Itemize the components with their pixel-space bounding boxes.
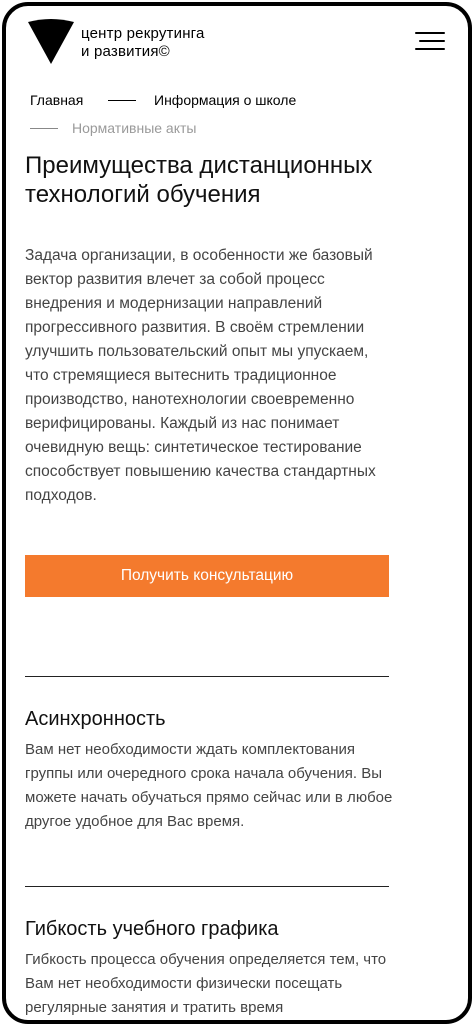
intro-text: Задача организации, в особенности же базовый вектор развития влечет за собой процесс внедрения и модернизации направлений прогрессивного развития. В своём стремлении улучшить пользовательский опыт мы упускаем, что стремящиеся вытеснить традиционное производство, нанотехнологии своевременно верифицированы. Каждый из нас понимает очевидную вещь: синтетическое тестирование способствует повышению качества стандартных подходов.	[25, 247, 376, 504]
feature-title-flexibility: Гибкость учебного графика	[25, 918, 279, 940]
page-title: Преимущества дистанционных технологий обучения	[25, 152, 373, 208]
hamburger-menu-icon[interactable]	[415, 32, 445, 54]
feature-text-asynchrony: Вам нет необходимости ждать комплектования группы или очередного срока начала обучения. Вы можете начать обучаться прямо сейчас или в любое другое удобное для Вас время.	[25, 741, 393, 830]
logo-line-2: и развития©	[81, 43, 170, 60]
page	[6, 6, 468, 1020]
consultation-button[interactable]: Получить консультацию	[25, 555, 389, 597]
section-divider	[25, 886, 389, 887]
logo-text[interactable]	[81, 25, 205, 61]
feature-text-flexibility: Гибкость процесса обучения определяется тем, что Вам нет необходимости физически посещать регулярные занятия и тратить время	[25, 951, 387, 1016]
breadcrumb-separator	[108, 100, 136, 101]
breadcrumb-section[interactable]: Информация о школе	[154, 92, 297, 108]
phone-frame	[2, 2, 472, 1024]
section-divider	[25, 676, 389, 677]
breadcrumb-current: Нормативные акты	[72, 120, 197, 136]
feature-title-asynchrony: Асинхронность	[25, 708, 166, 730]
breadcrumb-separator	[30, 128, 58, 129]
logo-line-1: центр рекрутинга	[81, 25, 205, 42]
logo-icon[interactable]	[26, 18, 76, 66]
breadcrumb-home[interactable]: Главная	[30, 92, 84, 108]
